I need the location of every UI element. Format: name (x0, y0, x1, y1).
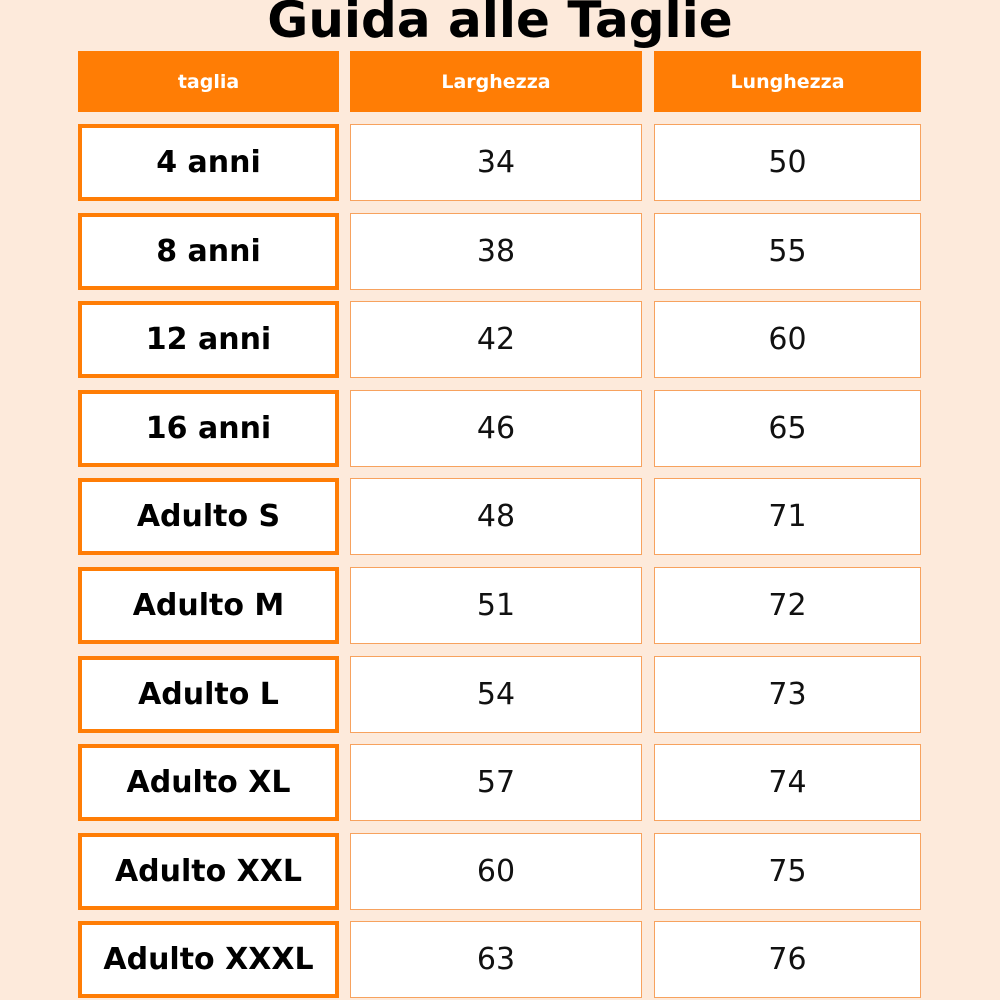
length-cell: 55 (654, 213, 921, 290)
size-cell: 8 anni (78, 213, 339, 290)
size-cell: Adulto XL (78, 744, 339, 821)
header-taglia: taglia (78, 51, 339, 112)
header-lunghezza: Lunghezza (654, 51, 921, 112)
width-cell: 38 (350, 213, 642, 290)
length-cell: 73 (654, 656, 921, 733)
width-cell: 57 (350, 744, 642, 821)
width-cell: 46 (350, 390, 642, 467)
length-cell: 50 (654, 124, 921, 201)
width-cell: 51 (350, 567, 642, 644)
size-cell: 4 anni (78, 124, 339, 201)
width-cell: 48 (350, 478, 642, 555)
length-cell: 76 (654, 921, 921, 998)
size-cell: 16 anni (78, 390, 339, 467)
header-larghezza: Larghezza (350, 51, 642, 112)
width-cell: 42 (350, 301, 642, 378)
length-cell: 75 (654, 833, 921, 910)
width-cell: 54 (350, 656, 642, 733)
size-cell: Adulto XXXL (78, 921, 339, 998)
size-cell: Adulto S (78, 478, 339, 555)
size-cell: 12 anni (78, 301, 339, 378)
page-title: Guida alle Taglie (267, 0, 733, 49)
size-cell: Adulto L (78, 656, 339, 733)
width-cell: 63 (350, 921, 642, 998)
size-cell: Adulto M (78, 567, 339, 644)
length-cell: 71 (654, 478, 921, 555)
length-cell: 74 (654, 744, 921, 821)
length-cell: 60 (654, 301, 921, 378)
size-cell: Adulto XXL (78, 833, 339, 910)
width-cell: 60 (350, 833, 642, 910)
length-cell: 65 (654, 390, 921, 467)
length-cell: 72 (654, 567, 921, 644)
width-cell: 34 (350, 124, 642, 201)
